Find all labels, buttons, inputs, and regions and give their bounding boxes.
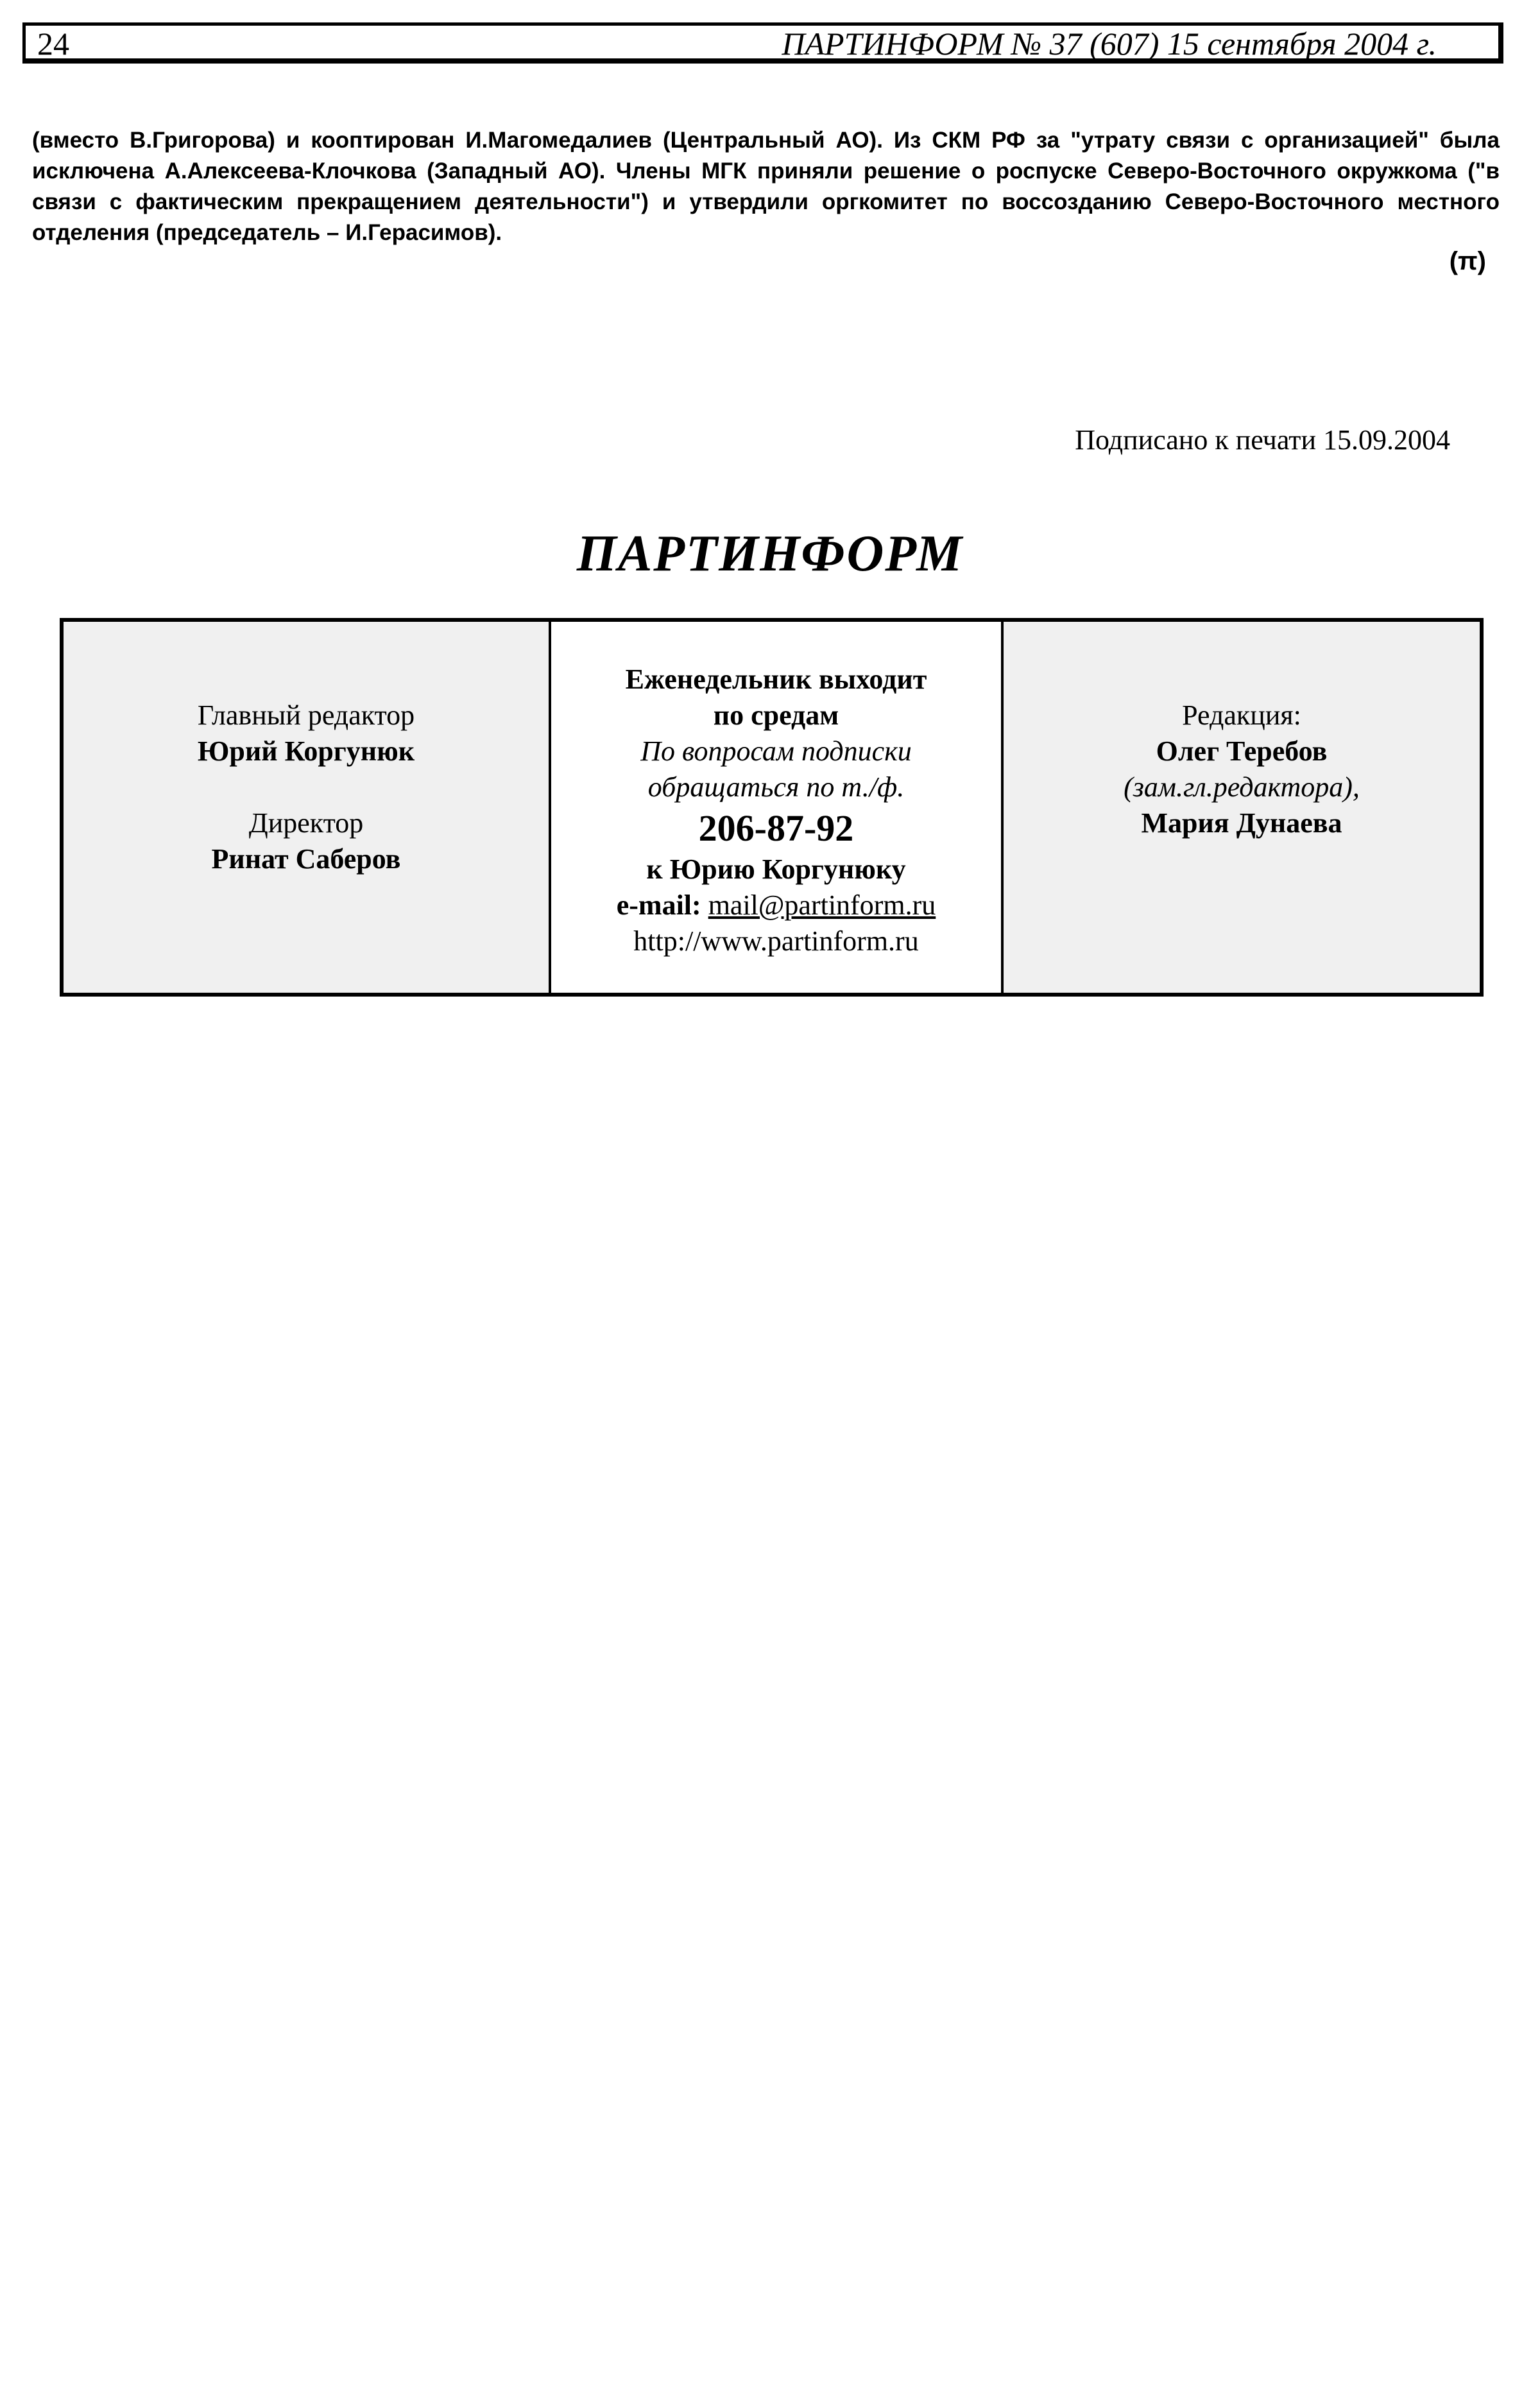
author-mark: (π) [1449,247,1486,275]
subscription-line-1: По вопросам подписки [640,735,912,767]
masthead-table [60,618,1484,997]
schedule-line-2: по средам [713,699,839,731]
article-paragraph: (вместо В.Григорова) и кооптирован И.Магомедалиев (Центральный АО). Из СКМ РФ за "утрату связи с организацией" была исключена А.Алексеева-Клочкова (Западный АО). Члены МГК приняли решение о роспуске Северо-Восточного окружкома ("в связи с фактическим прекращением деятельности") и утвердили оргкомитет по воссозданию Северо-Восточного местного отделения (председатель – И.Герасимов). [32,128,1500,245]
page-number: 24 [37,26,69,62]
subscription-line-2: обращаться по т./ф. [647,771,905,803]
email-link[interactable]: mail@partinform.ru [708,889,936,921]
masthead-editors-cell [64,622,551,993]
masthead-contacts-cell [551,622,1004,993]
signed-to-print: Подписано к печати 15.09.2004 [1075,424,1450,456]
article-text [32,125,1500,248]
editor-name: Юрий Коргунюк [197,735,415,767]
email-label: e-mail: [616,889,701,921]
editor-label: Главный редактор [197,699,415,731]
masthead-title: ПАРТИНФОРМ [576,526,964,582]
staff-name-2: Мария Дунаева [1141,807,1342,839]
spacer [64,769,549,805]
staff-label: Редакция: [1182,699,1301,731]
issue-info: ПАРТИНФОРМ № 37 (607) 15 сентября 2004 г. [782,26,1437,62]
phone-number: 206-87-92 [698,807,854,849]
director-label: Директор [248,807,364,839]
page-header [22,22,1503,64]
contact-person: к Юрию Коргунюку [646,853,906,885]
schedule-line-1: Еженедельник выходит [625,664,927,695]
staff-name-1: Олег Теребов [1156,735,1328,767]
email-line [551,887,1001,923]
staff-role-1: (зам.гл.редактора), [1124,771,1360,803]
director-name: Ринат Саберов [211,843,401,875]
masthead-staff-cell [1004,622,1480,993]
website-link[interactable]: http://www.partinform.ru [633,925,919,957]
